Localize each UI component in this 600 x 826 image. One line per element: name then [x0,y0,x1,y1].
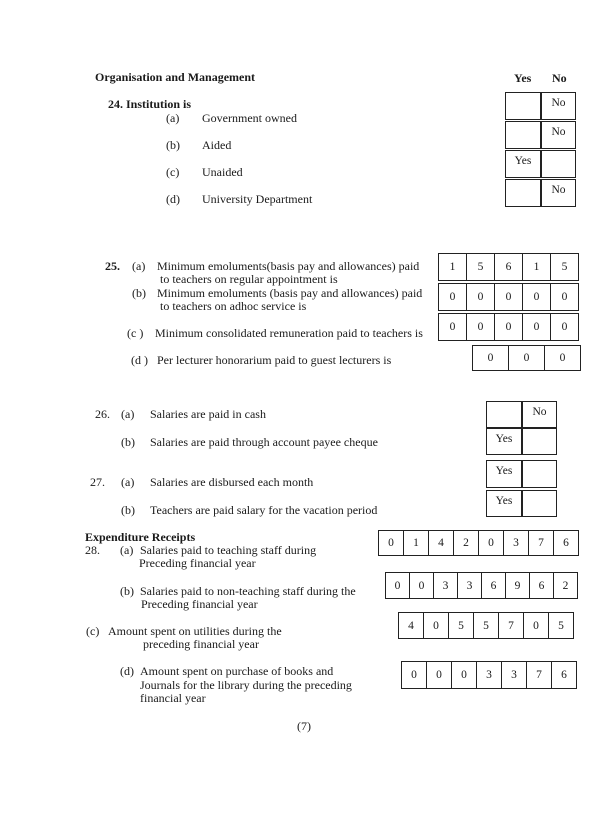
q28-b-digit-8[interactable]: 2 [553,572,578,599]
q28-a-digit-2[interactable]: 1 [403,530,429,556]
q28-c-digit-4[interactable]: 5 [473,612,499,639]
page-number: (7) [297,719,311,733]
q28-d-digit-2[interactable]: 0 [426,661,452,689]
q28-d-digit-6[interactable]: 7 [526,661,552,689]
q28-b-digit-5[interactable]: 6 [481,572,506,599]
q28-c-digit-1[interactable]: 4 [398,612,424,639]
q28-b-digit-7[interactable]: 6 [529,572,554,599]
q25-d-digit-3[interactable]: 0 [544,345,581,371]
q28-a-digit-4[interactable]: 2 [453,530,479,556]
q25-a-letter: (a) [132,259,146,273]
q24-d-text: University Department [202,192,313,206]
q24-d-no-box[interactable]: No [541,179,576,207]
q24-c-letter: (c) [166,165,180,179]
q25-c-text: Minimum consolidated remuneration paid to teachers is [155,326,423,340]
q25-number: 25. [105,259,120,273]
q28-d-digit-7[interactable]: 6 [551,661,577,689]
q28-b-digit-3[interactable]: 3 [433,572,458,599]
q27-a-yes-box[interactable]: Yes [486,460,522,488]
q27-b-yes-box[interactable]: Yes [486,490,522,517]
q26-a-text: Salaries are paid in cash [150,407,266,421]
q28-a-digit-1[interactable]: 0 [378,530,404,556]
q28-c-letter: (c) [86,624,100,638]
section-title: Organisation and Management [95,70,256,84]
q28-a-digit-3[interactable]: 4 [428,530,454,556]
q28-a-digit-7[interactable]: 7 [528,530,554,556]
q28-b-digit-1[interactable]: 0 [385,572,410,599]
q25-d-letter: (d ) [131,353,148,367]
q25-b-digit-2[interactable]: 0 [466,283,495,311]
q25-b-letter: (b) [132,286,146,300]
q25-a-digit-1[interactable]: 1 [438,253,467,281]
q24-c-text: Unaided [202,165,243,179]
q28-d-line3: financial year [140,691,206,705]
q24-title: 24. Institution is [108,97,192,111]
q25-b-line1: Minimum emoluments (basis pay and allowances) paid [157,286,423,300]
q28-d-line2: Journals for the library during the preceding [140,678,352,692]
q28-b-digit-4[interactable]: 3 [457,572,482,599]
q28-a-digit-8[interactable]: 6 [553,530,579,556]
q27-a-letter: (a) [121,475,135,489]
q26-b-yes-box[interactable]: Yes [486,428,522,455]
q28-c-digit-2[interactable]: 0 [423,612,449,639]
q28-number: 28. [85,543,100,557]
q25-b-digit-5[interactable]: 0 [550,283,579,311]
q28-c-digit-6[interactable]: 0 [523,612,549,639]
q28-c-digit-7[interactable]: 5 [548,612,574,639]
q27-a-no-box[interactable] [522,460,557,488]
q25-b-digit-4[interactable]: 0 [522,283,551,311]
q26-a-no-box[interactable]: No [522,401,557,428]
q28-c-digit-5[interactable]: 7 [498,612,524,639]
q28-d-digit-5[interactable]: 3 [501,661,527,689]
q26-number: 26. [95,407,110,421]
q25-c-letter: (c ) [127,326,144,340]
q24-a-text: Government owned [202,111,297,125]
q25-c-digit-2[interactable]: 0 [466,313,495,341]
yes-column-header: Yes [514,71,532,85]
q25-a-digit-2[interactable]: 5 [466,253,495,281]
q28-b-digit-6[interactable]: 9 [505,572,530,599]
q24-a-letter: (a) [166,111,180,125]
q25-c-digit-5[interactable]: 0 [550,313,579,341]
q24-c-no-box[interactable] [541,150,576,178]
q26-a-letter: (a) [121,407,135,421]
q28-d-digit-4[interactable]: 3 [476,661,502,689]
q28-d-letter: (d) [120,664,134,678]
q25-a-digit-5[interactable]: 5 [550,253,579,281]
q25-a-digit-4[interactable]: 1 [522,253,551,281]
q28-a-digit-5[interactable]: 0 [478,530,504,556]
q28-b-letter: (b) [120,584,134,598]
q26-b-no-box[interactable] [522,428,557,455]
q27-b-text: Teachers are paid salary for the vacation period [150,503,378,517]
q24-a-yes-box[interactable] [505,92,541,120]
q24-d-letter: (d) [166,192,180,206]
q25-b-line2: to teachers on adhoc service is [160,299,307,313]
q28-d-digit-1[interactable]: 0 [401,661,427,689]
q28-a-letter: (a) [120,543,134,557]
q25-c-digit-3[interactable]: 0 [494,313,523,341]
q28-c-digit-3[interactable]: 5 [448,612,474,639]
q27-number: 27. [90,475,105,489]
q27-b-no-box[interactable] [522,490,557,517]
q25-d-digit-1[interactable]: 0 [472,345,509,371]
q25-c-digit-4[interactable]: 0 [522,313,551,341]
q28-a-line1: Salaries paid to teaching staff during [140,543,317,557]
no-column-header: No [552,71,567,85]
q24-c-yes-box[interactable]: Yes [505,150,541,178]
q24-a-no-box[interactable]: No [541,92,576,120]
q26-a-yes-box[interactable] [486,401,522,428]
q26-b-letter: (b) [121,435,135,449]
q28-d-line1: Amount spent on purchase of books and [140,664,334,678]
q28-c-line1: Amount spent on utilities during the [108,624,282,638]
q27-b-letter: (b) [121,503,135,517]
q25-d-digit-2[interactable]: 0 [508,345,545,371]
q25-b-digit-3[interactable]: 0 [494,283,523,311]
q28-b-digit-2[interactable]: 0 [409,572,434,599]
q28-b-line2: Preceding financial year [141,597,258,611]
q28-a-line2: Preceding financial year [139,556,256,570]
q24-d-yes-box[interactable] [505,179,541,207]
expenditure-title: Expenditure Receipts [85,530,196,544]
q28-c-line2: preceding financial year [143,637,259,651]
q24-b-no-box[interactable]: No [541,121,576,149]
q25-c-digit-1[interactable]: 0 [438,313,467,341]
q25-a-digit-3[interactable]: 6 [494,253,523,281]
q26-b-text: Salaries are paid through account payee cheque [150,435,378,449]
q28-d-digit-3[interactable]: 0 [451,661,477,689]
q24-b-text: Aided [202,138,232,152]
q28-a-digit-6[interactable]: 3 [503,530,529,556]
q24-b-yes-box[interactable] [505,121,541,149]
q25-a-line1: Minimum emoluments(basis pay and allowances) paid [157,259,420,273]
q25-a-line2: to teachers on regular appointment is [160,272,338,286]
q24-b-letter: (b) [166,138,180,152]
q25-d-text: Per lecturer honorarium paid to guest lecturers is [157,353,392,367]
q27-a-text: Salaries are disbursed each month [150,475,314,489]
q25-b-digit-1[interactable]: 0 [438,283,467,311]
q28-b-line1: Salaries paid to non-teaching staff during the [140,584,356,598]
